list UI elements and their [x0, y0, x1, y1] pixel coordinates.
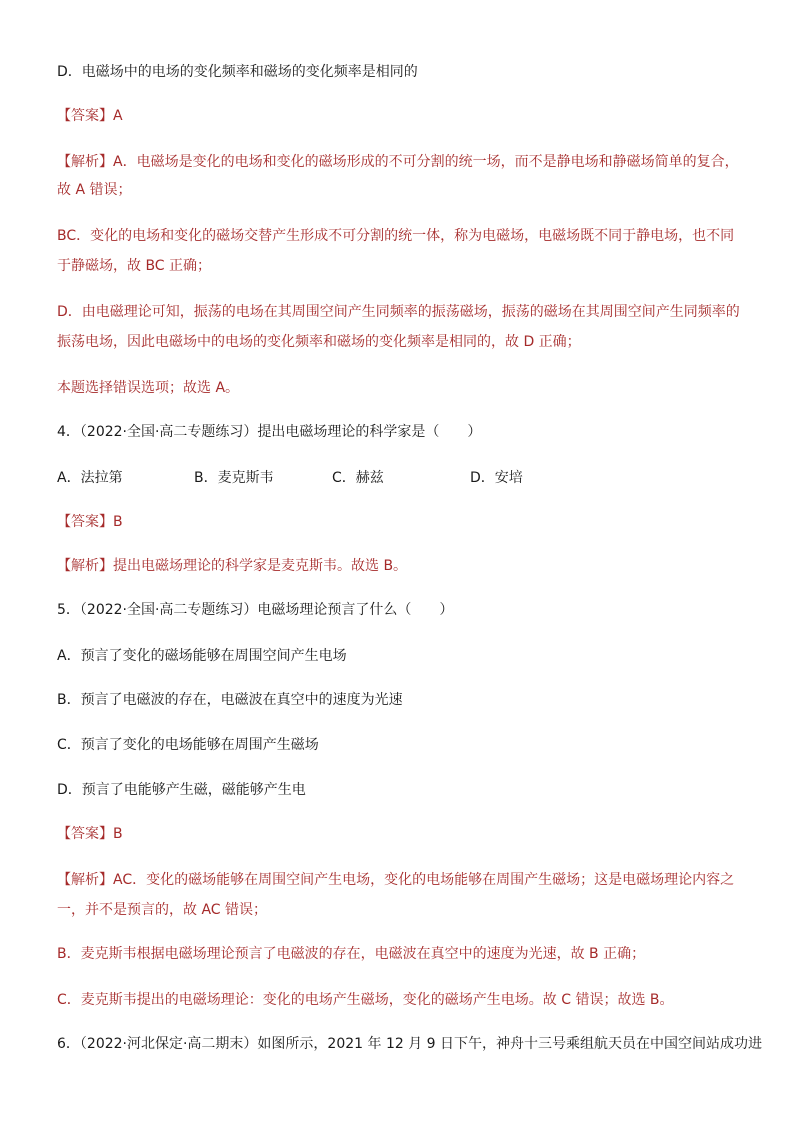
answer-previous: 【答案】A — [57, 108, 123, 124]
analysis-q4: 【解析】提出电磁场理论的科学家是麦克斯韦。故选 B。 — [57, 558, 408, 574]
question-4-options — [57, 468, 737, 488]
option-b: B．麦克斯韦 — [194, 470, 274, 486]
analysis-line: C．麦克斯韦提出的电磁场理论：变化的电场产生磁场，变化的磁场产生电场。故 C 错误；故选 B。 — [57, 992, 674, 1008]
analysis-line: B．麦克斯韦根据电磁场理论预言了电磁波的存在，电磁波在真空中的速度为光速，故 B 正确； — [57, 946, 646, 962]
option-d: D．安培 — [470, 470, 523, 486]
analysis-line: D．由电磁理论可知，振荡的电场在其周围空间产生同频率的振荡磁场，振荡的磁场在其周围空间产生同频率的 — [57, 304, 740, 320]
option-a: A．法拉第 — [57, 470, 123, 486]
question-5-stem: 5．（2022·全国·高二专题练习）电磁场理论预言了什么（ ） — [57, 602, 454, 618]
analysis-line: 一，并不是预言的，故 AC 错误； — [57, 902, 268, 918]
option-c: C．赫兹 — [332, 470, 384, 486]
analysis-line: BC．变化的电场和变化的磁场交替产生形成不可分割的统一体，称为电磁场，电磁场既不同于静电场，也不同 — [57, 228, 735, 244]
option-a: A．预言了变化的磁场能够在周围空间产生电场 — [57, 648, 347, 664]
analysis-line: 振荡电场，因此电磁场中的电场的变化频率和磁场的变化频率是相同的，故 D 正确； — [57, 334, 581, 350]
analysis-line: 于静磁场，故 BC 正确； — [57, 258, 212, 274]
option-d-previous: D．电磁场中的电场的变化频率和磁场的变化频率是相同的 — [57, 64, 418, 80]
analysis-line: 故 A 错误； — [57, 182, 132, 198]
analysis-line: 【解析】A．电磁场是变化的电场和变化的磁场形成的不可分割的统一场，而不是静电场和静磁场简单的复合， — [57, 154, 739, 170]
answer-q4: 【答案】B — [57, 514, 123, 530]
question-6-stem: 6．（2022·河北保定·高二期末）如图所示，2021 年 12 月 9 日下午，神舟十三号乘组航天员在中国空间站成功进 — [57, 1036, 763, 1052]
option-d: D．预言了电能够产生磁，磁能够产生电 — [57, 782, 306, 798]
option-b: B．预言了电磁波的存在，电磁波在真空中的速度为光速 — [57, 692, 403, 708]
question-4-stem: 4．（2022·全国·高二专题练习）提出电磁场理论的科学家是（ ） — [57, 424, 482, 440]
option-c: C．预言了变化的电场能够在周围产生磁场 — [57, 737, 319, 753]
answer-q5: 【答案】B — [57, 826, 123, 842]
conclusion-line: 本题选择错误选项；故选 A。 — [57, 380, 240, 396]
analysis-line: 【解析】AC．变化的磁场能够在周围空间产生电场，变化的电场能够在周围产生磁场；这是电磁场理论内容之 — [57, 872, 735, 888]
